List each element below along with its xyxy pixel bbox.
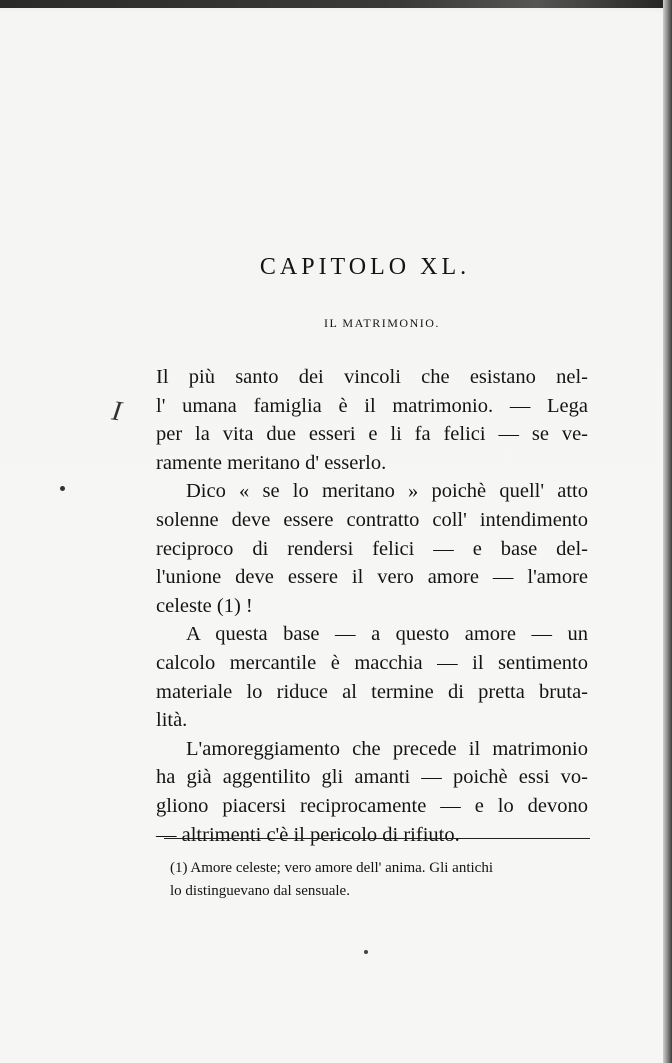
body-line: Il più santo dei vincoli che esistano nel- — [156, 366, 588, 388]
body-line: Dico « se lo meritano » poichè quell' atto — [186, 480, 588, 503]
footnote-line-2: lo distinguevano dal sensuale. — [170, 883, 350, 899]
body-line: celeste (1) ! — [156, 594, 253, 617]
body-line: ramente meritano d' esserlo. — [156, 451, 387, 474]
page-top-edge — [0, 0, 672, 8]
body-line: lità. — [156, 709, 188, 732]
body-line: materiale lo riduce al termine di pretta bruta- — [156, 680, 588, 703]
body-line: l' umana famiglia è il matrimonio. — Lega — [156, 394, 588, 417]
body-line: — altrimenti c'è il pericolo di rifiuto. — [156, 823, 460, 846]
footnote-rule — [164, 838, 590, 839]
body-line: solenne deve essere contratto coll' intendimento — [156, 508, 588, 531]
body-line: calcolo mercantile è macchia — il sentimento — [156, 651, 588, 674]
body-line: L'amoreggiamento che precede il matrimonio — [186, 737, 588, 760]
page-right-edge — [663, 0, 672, 1063]
body-line: A questa base — a questo amore — un — [186, 623, 588, 646]
body-line: per la vita due esseri e li fa felici — se ve- — [156, 423, 588, 446]
chapter-title: CAPITOLO XL. — [259, 254, 471, 280]
bottom-dot — [364, 950, 368, 954]
body-line: reciproco di rendersi felici — e base del- — [156, 537, 588, 560]
footnote — [170, 857, 590, 903]
body-line: ha già aggentilito gli amanti — poichè essi vo- — [156, 766, 588, 789]
footnote-line-1: (1) Amore celeste; vero amore dell' anima. Gli antichi — [170, 860, 493, 876]
body-line: gliono piacersi reciprocamente — e lo devono — [156, 794, 588, 817]
chapter-subtitle: IL MATRIMONIO. — [324, 316, 440, 330]
margin-dot — [60, 486, 65, 491]
handwritten-margin-mark: I — [109, 395, 124, 428]
body-line: l'unione deve essere il vero amore — l'amore — [156, 566, 588, 589]
body-text — [156, 363, 588, 849]
